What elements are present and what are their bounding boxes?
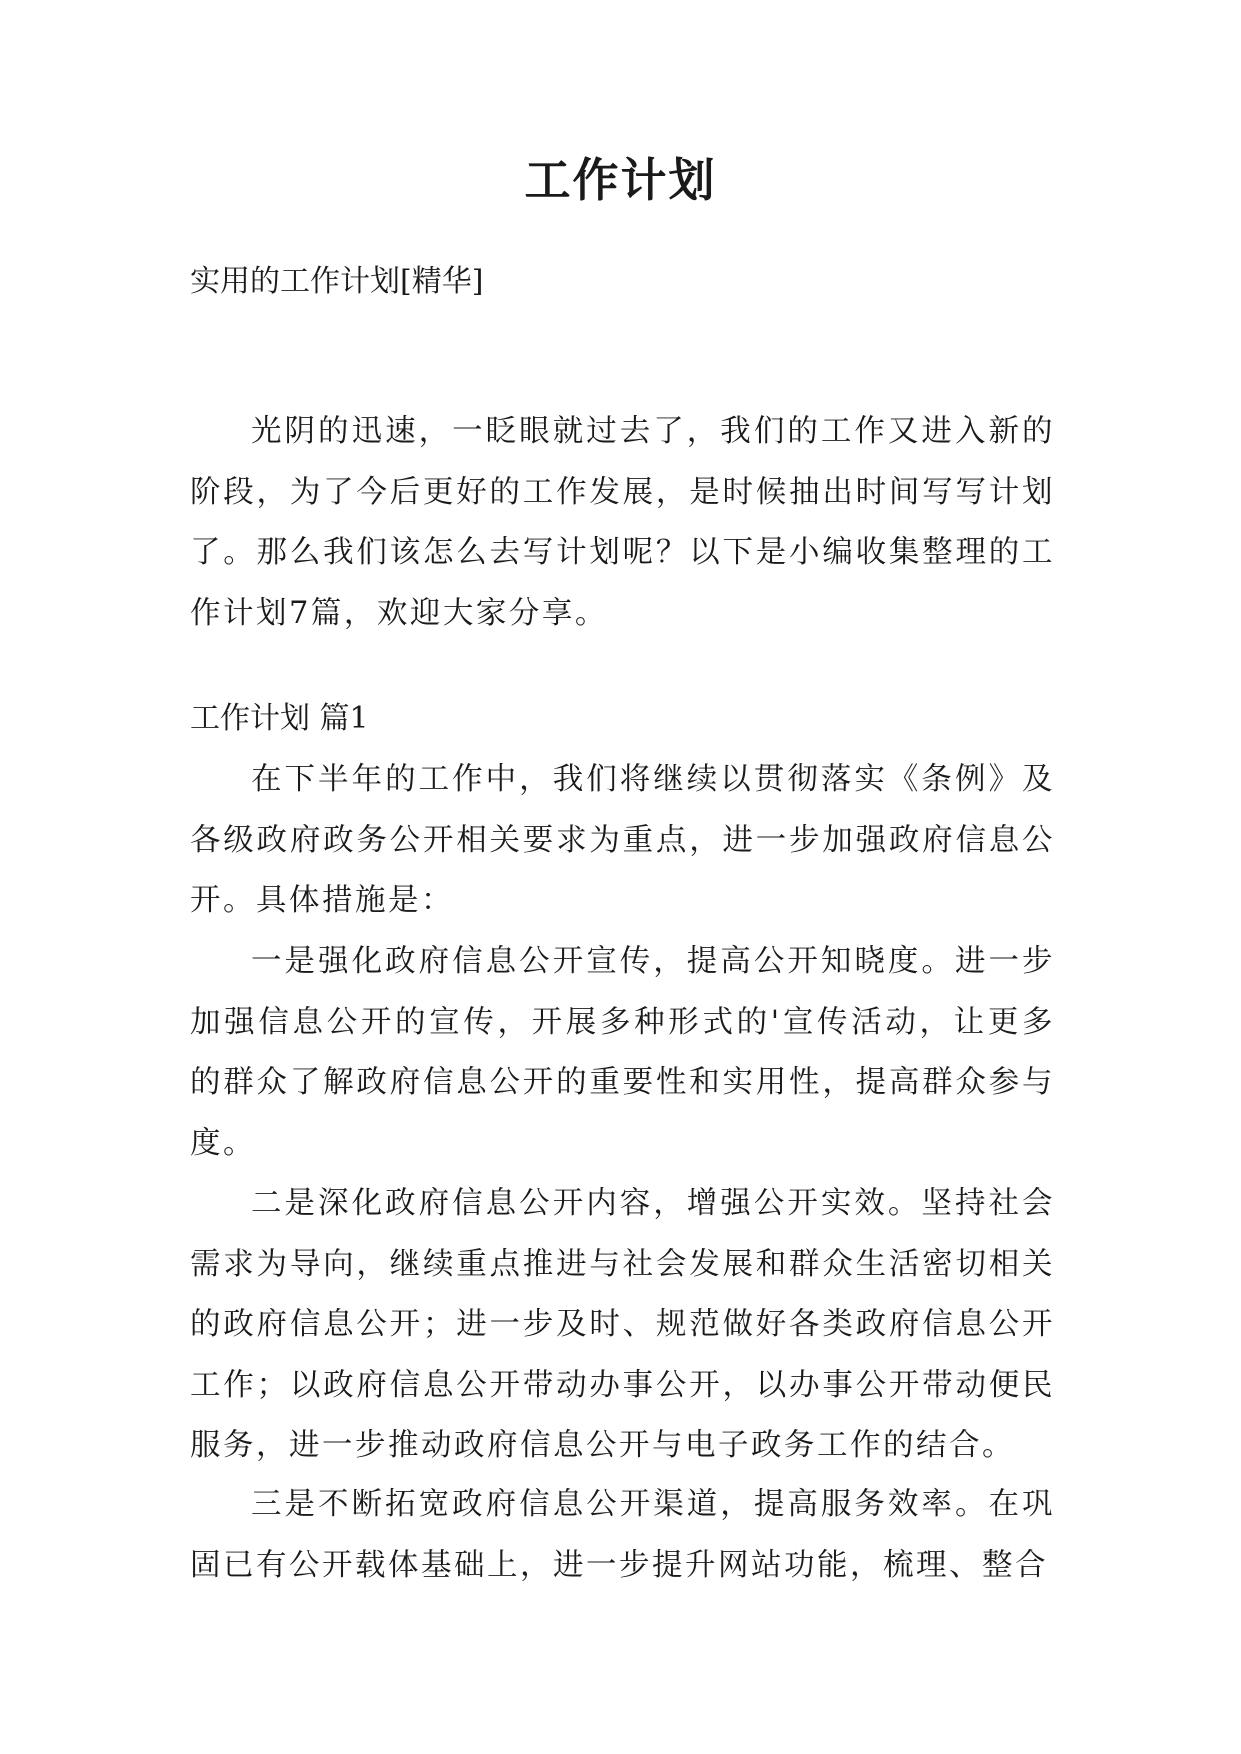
intro-paragraph: 光阴的迅速，一眨眼就过去了，我们的工作又进入新的阶段，为了今后更好的工作发展，是时候抽出时间写写计划了。那么我们该怎么去写计划呢？以下是小编收集整理的工作计划7篇，欢迎大家分享。 xyxy=(190,414,1055,631)
document-subtitle: 实用的工作计划[精华] xyxy=(190,264,484,299)
section-heading: 工作计划 篇1 xyxy=(190,701,369,736)
body-paragraph: 二是深化政府信息公开内容，增强公开实效。坚持社会需求为导向，继续重点推进与社会发展和群众生活密切相关的政府信息公开；进一步及时、规范做好各类政府信息公开工作；以政府信息公开带动办事公开，以办事公开带动便民服务，进一步推动政府信息公开与电子政务工作的结合。 xyxy=(190,1186,1055,1463)
body-paragraph: 一是强化政府信息公开宣传，提高公开知晓度。进一步加强信息公开的宣传，开展多种形式的'宣传活动，让更多的群众了解政府信息公开的重要性和实用性，提高群众参与度。 xyxy=(190,944,1055,1161)
document-title: 工作计划 xyxy=(524,153,717,207)
body-paragraph: 在下半年的工作中，我们将继续以贯彻落实《条例》及各级政府政务公开相关要求为重点，进一步加强政府信息公开。具体措施是： xyxy=(190,762,1055,918)
body-paragraph: 三是不断拓宽政府信息公开渠道，提高服务效率。在巩固已有公开载体基础上，进一步提升网站功能，梳理、整合 xyxy=(190,1487,1055,1583)
